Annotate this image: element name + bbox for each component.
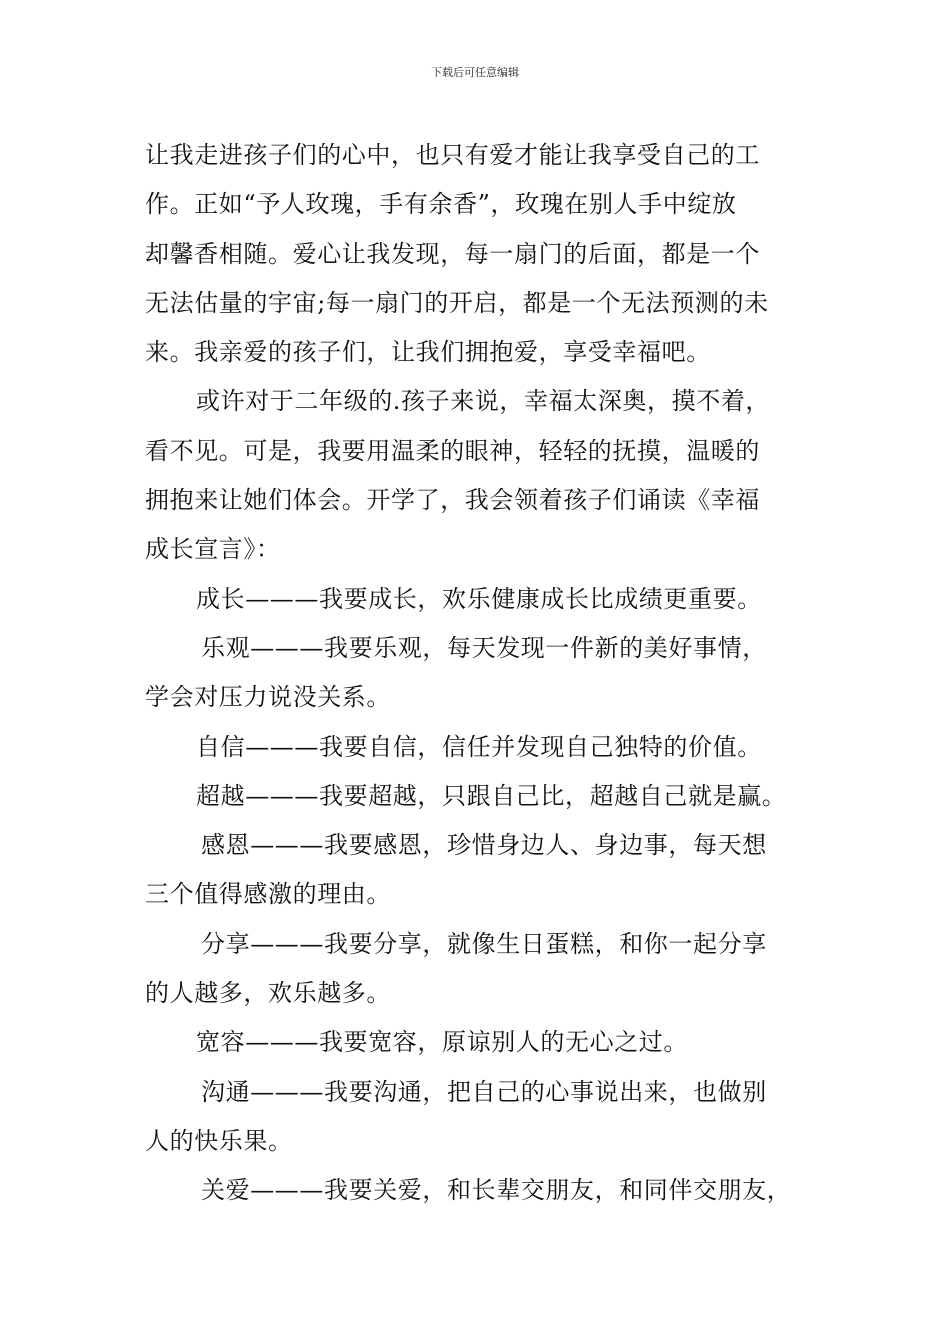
- text-line: 人的快乐果。: [145, 1126, 293, 1155]
- text-line: 学会对压力说没关系。: [145, 683, 391, 712]
- text-line: 来。我亲爱的孩子们，让我们拥抱爱，享受幸福吧。: [145, 338, 711, 367]
- text-line: 看不见。可是，我要用温柔的眼神，轻轻的抚摸，温暖的: [145, 436, 760, 465]
- text-line: 成长———我要成长，欢乐健康成长比成绩更重要。: [196, 584, 762, 613]
- text-line: 无法估量的宇宙;每一扇门的开启，都是一个无法预测的未: [145, 288, 769, 317]
- text-line: 成长宣言》：: [145, 535, 281, 564]
- text-line: 让我走进孩子们的心中，也只有爱才能让我享受自己的工: [145, 141, 760, 169]
- text-line: 关爱———我要关爱，和长辈交朋友，和同伴交朋友，: [201, 1176, 792, 1205]
- text-line: 的人越多，欢乐越多。: [145, 979, 391, 1008]
- text-line: 却馨香相随。爱心让我发现，每一扇门的后面，都是一个: [145, 239, 760, 268]
- text-line: 宽容———我要宽容，原谅别人的无心之过。: [196, 1028, 688, 1057]
- text-line: 自信———我要自信，信任并发现自己独特的价值。: [196, 732, 762, 761]
- text-line: 超越———我要超越，只跟自己比，超越自己就是赢。: [196, 781, 787, 810]
- text-line: 拥抱来让她们体会。开学了，我会领着孩子们诵读《幸福: [145, 486, 760, 515]
- text-line: 或许对于二年级的.孩子来说，幸福太深奥，摸不着，: [196, 387, 771, 416]
- text-line: 作。正如“予人玫瑰，手有余香”，玫瑰在别人手中绽放: [145, 190, 737, 219]
- text-line: 三个值得感激的理由。: [145, 880, 391, 909]
- page-header: 下载后可任意编辑: [431, 66, 519, 79]
- text-line: 沟通———我要沟通，把自己的心事说出来，也做别: [201, 1077, 767, 1106]
- text-line: 分享———我要分享，就像生日蛋糕，和你一起分享: [201, 929, 767, 958]
- document-body: [145, 131, 820, 1216]
- text-line: 乐观———我要乐观，每天发现一件新的美好事情，: [201, 633, 767, 662]
- text-line: 感恩———我要感恩，珍惜身边人、身边事，每天想: [201, 831, 767, 860]
